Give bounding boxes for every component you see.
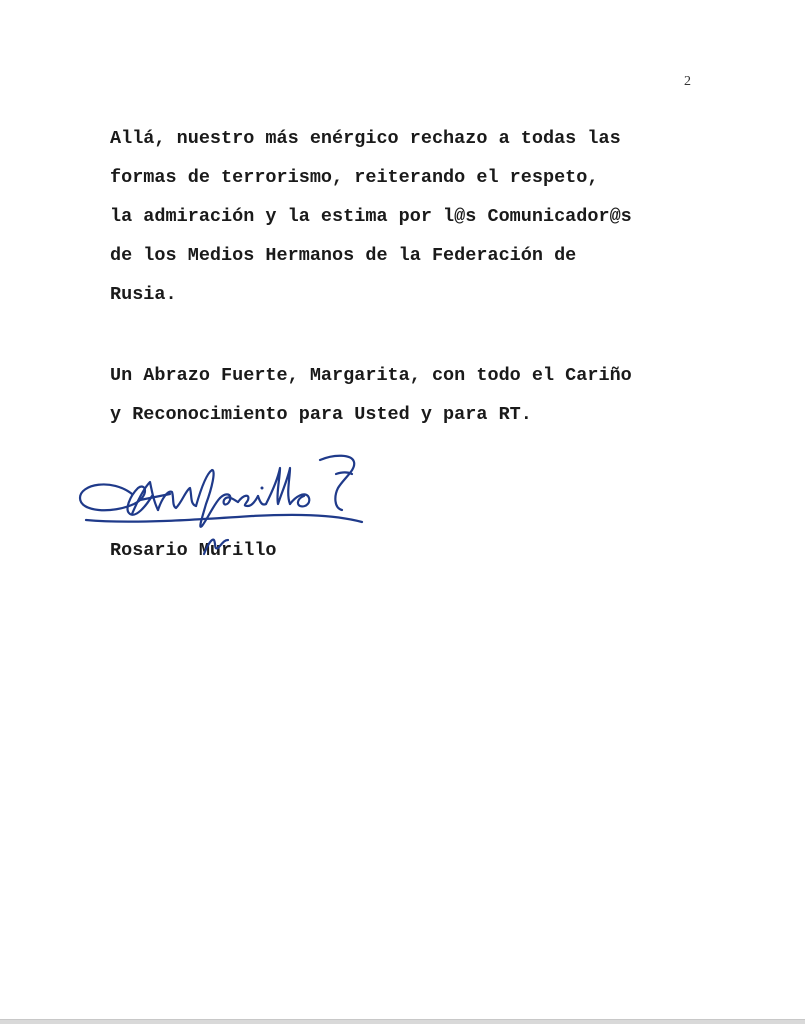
page-number: 2 — [684, 74, 691, 89]
paragraph-line: formas de terrorismo, reiterando el respeto, — [110, 167, 599, 188]
paragraph-condolence — [110, 119, 710, 314]
handwritten-signature — [72, 448, 372, 563]
paragraph-line: la admiración y la estima por l@s Comunicador@s — [110, 206, 632, 227]
paragraph-line: de los Medios Hermanos de la Federación de — [110, 245, 577, 266]
paragraph-line: Un Abrazo Fuerte, Margarita, con todo el Cariño — [110, 365, 632, 386]
paragraph-line: Rusia. — [110, 284, 177, 305]
paragraph-closing — [110, 356, 710, 434]
signer-name: Rosario Murillo — [110, 540, 277, 561]
paragraph-line: Allá, nuestro más enérgico rechazo a todas las — [110, 128, 621, 149]
page-bottom-edge — [0, 1019, 805, 1024]
paragraph-line: y Reconocimiento para Usted y para RT. — [110, 404, 532, 425]
